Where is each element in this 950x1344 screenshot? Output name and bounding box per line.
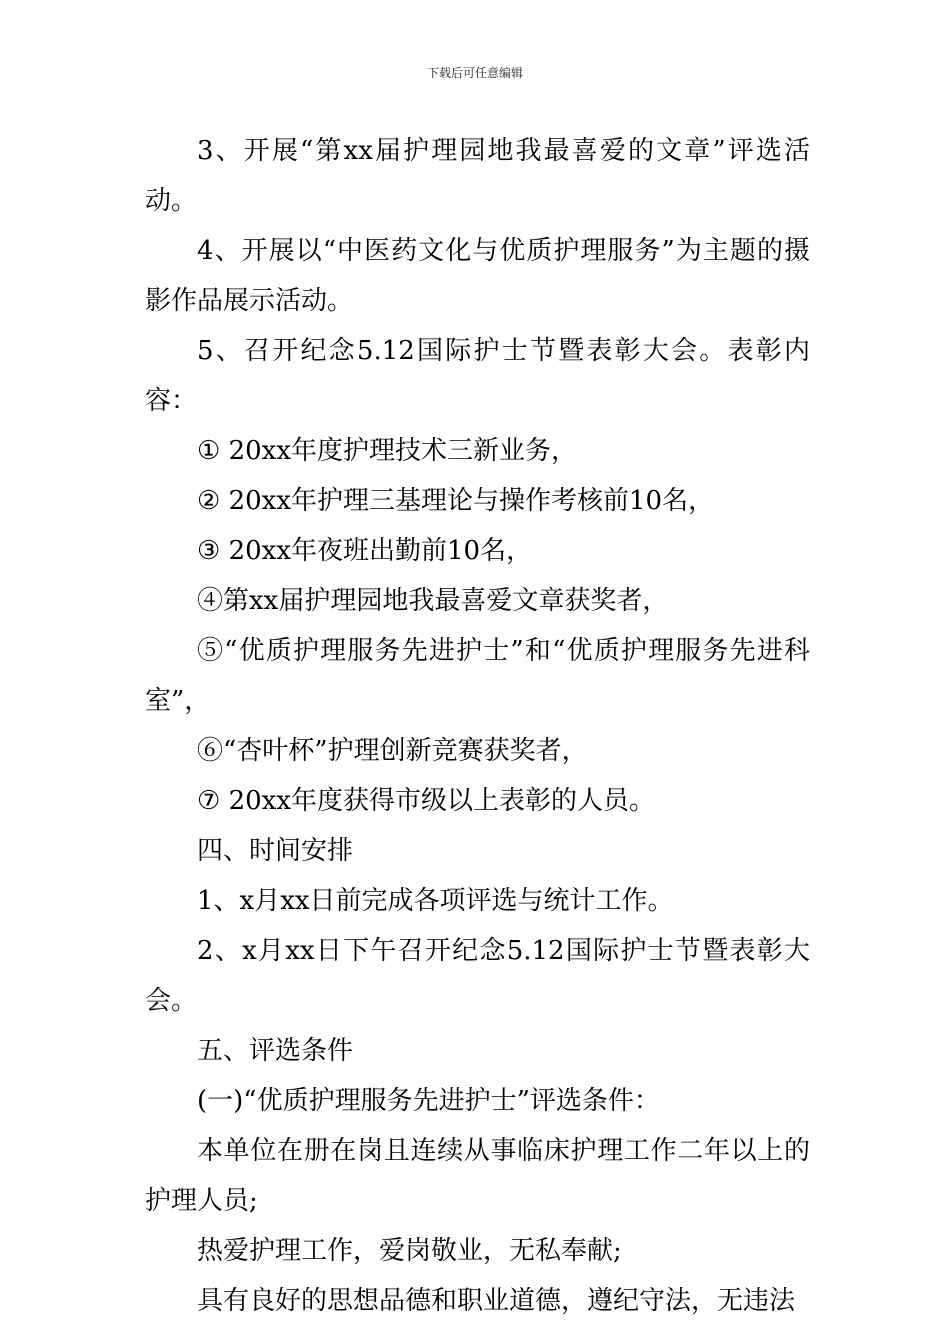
page-header: 下载后可任意编辑 bbox=[426, 66, 523, 80]
paragraph-activity-5: 5、召开纪念5.12国际护士节暨表彰大会。表彰内容： bbox=[145, 336, 810, 416]
paragraph-criteria-1: 本单位在册在岗且连续从事临床护理工作二年以上的护理人员; bbox=[145, 1136, 810, 1216]
list-item-award-6: ⑥“杏叶杯”护理创新竞赛获奖者， bbox=[197, 736, 588, 766]
list-item-award-3: ③ 20xx年夜班出勤前10名， bbox=[197, 536, 533, 566]
paragraph-schedule-1: 1、x月xx日前完成各项评选与统计工作。 bbox=[197, 886, 674, 916]
document-body bbox=[145, 126, 810, 1326]
paragraph-criteria-2: 热爱护理工作，爱岗敬业，无私奉献; bbox=[197, 1236, 622, 1266]
section-heading-criteria: 五、评选条件 bbox=[197, 1036, 354, 1066]
paragraph-activity-4: 4、开展以“中医药文化与优质护理服务”为主题的摄影作品展示活动。 bbox=[145, 236, 810, 316]
list-item-award-5: ⑤“优质护理服务先进护士”和“优质护理服务先进科室”， bbox=[145, 636, 810, 716]
subheading-criteria-1: (一)“优质护理服务先进护士”评选条件： bbox=[197, 1086, 660, 1116]
paragraph-criteria-3: 具有良好的思想品德和职业道德，遵纪守法，无违法 bbox=[197, 1286, 796, 1316]
list-item-award-7: ⑦ 20xx年度获得市级以上表彰的人员。 bbox=[197, 786, 655, 816]
list-item-award-2: ② 20xx年护理三基理论与操作考核前10名， bbox=[197, 486, 715, 516]
section-heading-schedule: 四、时间安排 bbox=[197, 836, 354, 866]
list-item-award-1: ① 20xx年度护理技术三新业务， bbox=[197, 436, 577, 466]
list-item-award-4: ④第xx届护理园地我最喜爱文章获奖者， bbox=[197, 586, 669, 616]
paragraph-schedule-2: 2、x月xx日下午召开纪念5.12国际护士节暨表彰大会。 bbox=[145, 936, 810, 1016]
paragraph-activity-3: 3、开展“第xx届护理园地我最喜爱的文章”评选活动。 bbox=[145, 136, 810, 216]
